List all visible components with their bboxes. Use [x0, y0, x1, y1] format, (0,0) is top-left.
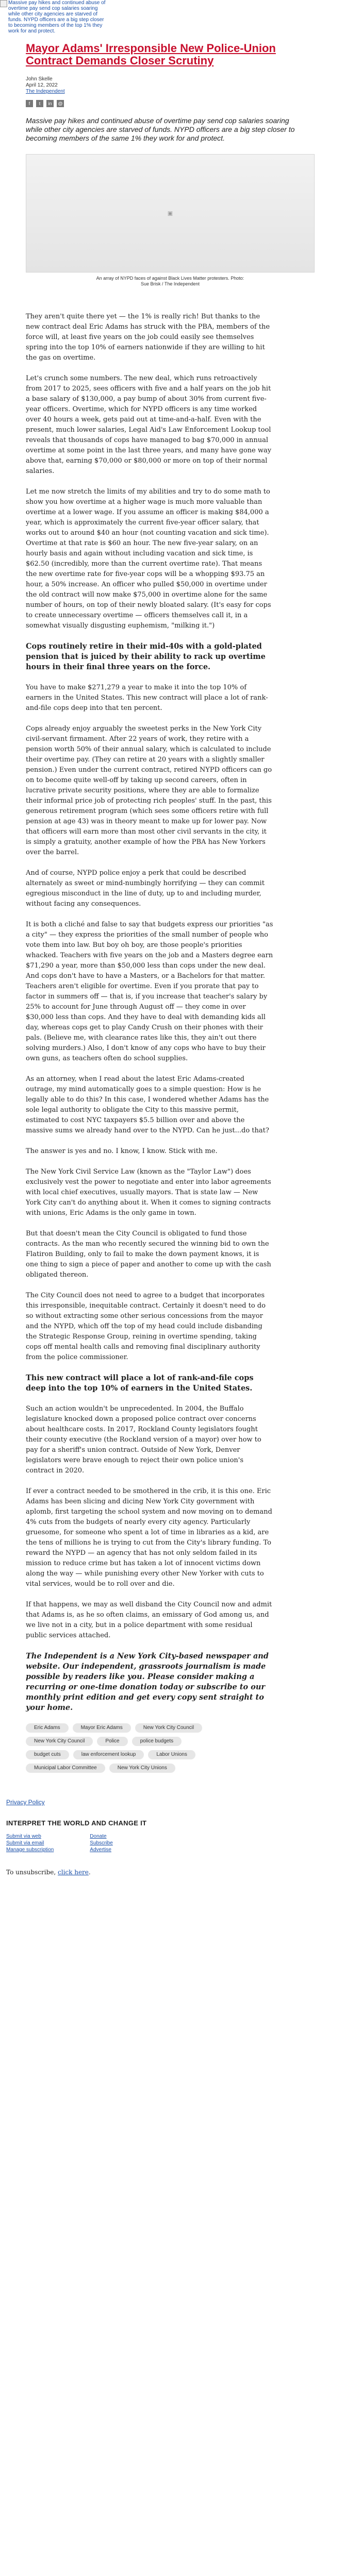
footer-column-submit: [6, 1833, 54, 1853]
paragraph: The City Council does not need to agree to a budget that incorporates this irresponsible, inequitable contract. Certainly it doesn't need to do so without extracting some other serious concessions from the mayor and the NYPD, which off the top of my head could include disbanding the Strategic Response Group, reining in overtime spending, taking cops off mental health calls and removing final disciplinary authority from the police commissioner.: [26, 1292, 266, 1361]
photo-caption: An array of NYPD faces of against Black Lives Matter protesters. Photo: Sue Brisk / The Independent: [96, 276, 244, 286]
twitter-icon[interactable]: t: [36, 100, 43, 107]
photo-placeholder-icon: ▣: [167, 210, 173, 217]
tag-list: [26, 1723, 211, 1773]
paragraph: But that doesn't mean the City Council is obligated to fund those contracts. As the man who recently secured the winning bid to own the Flatiron Building, only to fail to make the down payment knows, it is one thing to sign a piece of paper and another to come up with the cash obligated thereon.: [26, 1230, 271, 1279]
publication-link[interactable]: The Independent: [26, 89, 65, 94]
tag[interactable]: Police: [97, 1737, 127, 1746]
paragraph: You have to make $271,279 a year to make it into the top 10% of earners in the United States. This new contract will place a lot of rank-and-file cops deep into that ten percent.: [26, 684, 268, 712]
submit-web-link[interactable]: Submit via web: [6, 1834, 41, 1839]
article-dek: Massive pay hikes and continued abuse of overtime pay send cop salaries soaring while other city agencies are starved of funds. NYPD officers are a big step closer to becoming members of the same 1% they work for and protect.: [26, 116, 295, 142]
footer-columns: [6, 1833, 315, 1853]
tag[interactable]: police budgets: [132, 1737, 182, 1746]
paragraph: The answer is yes and no. I know, I know. Stick with me.: [26, 1147, 218, 1155]
tag[interactable]: Labor Unions: [148, 1750, 195, 1759]
byline: [26, 76, 315, 95]
paragraph: As an attorney, when I read about the latest Eric Adams-created outrage, my mind automatically goes to a simple question: How is he legally able to do this? In this case, I wondered whether Adams has the sole legal authority to obligate the City to this massive permit, estimated to cost NYC taxpayers $5.5 billion over and above the massive sums we already hand over to the NYPD. Can he just...do that?: [26, 1075, 269, 1134]
subscribe-link[interactable]: Subscribe: [90, 1840, 113, 1846]
paragraph: Let me now stretch the limits of my abilities and try to do some math to show you how overtime at a higher wage is much more valuable than overtime at a lower wage. If you assume an officer is making $84,000 a year, which is approximately the current five-year officer salary, that works out to around $40 an hour (not counting vacation and sick time). Overtime at that rate is $60 an hour. The new five-year salary, on an hourly basis and again without including vacation and sick time, is $62.50 (incredibly, more than the current overtime rate). That means the new overtime rate for five-year cops will be a whopping $93.75 an hour, a 50% increase. An officer who pulled $50,000 in overtime under the old contract will now make $75,000 in overtime alone for the same number of hours, on top of their newly bloated salary. (It's easy for cops to create unnecessary overtime — officers themselves call it, in a somewhat visually disgusting euphemism, "milking it."): [26, 488, 271, 630]
unsubscribe-line: [6, 1869, 315, 1876]
publish-date: April 12, 2022: [26, 82, 58, 88]
article-title[interactable]: Mayor Adams' Irresponsible New Police-Union Contract Demands Closer Scrutiny: [26, 42, 276, 67]
author-name: John Skelle: [26, 76, 53, 82]
tag[interactable]: Municipal Labor Committee: [26, 1764, 105, 1773]
paragraph: Let's crunch some numbers. The new deal, which runs retroactively from 2017 to 2025, sees officers with five and a half years on the job hit a base salary of $130,000, a pay bump of about 30% from current five-year officers. Overtime, which for NYPD officers is any time worked over 40 hours a week, gets paid out at time-and-a-half. Even with the present, much lower salaries, Legal Aid's Law Enforcement Lookup tool reveals that thousands of cops have managed to bag $70,000 in annual overtime at some point in the last three years, and many have gone way above that, earning $70,000 or $80,000 or more on top of their normal salaries.: [26, 375, 272, 475]
share-buttons: [26, 100, 315, 107]
header-image-broken: [0, 0, 108, 34]
broken-image-icon: [0, 0, 7, 7]
footer: [6, 1819, 315, 1853]
article-body: [26, 312, 315, 1713]
email-icon[interactable]: @: [57, 100, 64, 107]
header-image-alt-text: Massive pay hikes and continued abuse of overtime pay send cop salaries soaring while other city agencies are starved of funds. NYPD officers are a big step closer to becoming members of the top 1% they work for and protect.: [8, 0, 106, 34]
article-container: [6, 0, 315, 1876]
paragraph: And of course, NYPD police enjoy a perk that could be described alternately as sweet or mind-numbingly horrifying — they can commit egregious misconduct in the line of duty, up to and including murder, without facing any consequences.: [26, 869, 265, 908]
tag[interactable]: Eric Adams: [26, 1723, 69, 1733]
paragraph: They aren't quite there yet — the 1% is really rich! But thanks to the new contract deal Eric Adams has struck with the PBA, members of the force will, at least five years on the job could easily see themselves spring into the top 10% of earners nationwide if they are willing to hit the gas on overtime.: [26, 313, 270, 362]
unsubscribe-prefix: To unsubscribe,: [6, 1869, 58, 1876]
paragraph: Cops already enjoy arguably the sweetest perks in the New York City civil-servant firmament. After 22 years of work, they retire with a pension worth 50% of their annual salary, which is calculated to include their overtime pay. (They can retire at 20 years with a slightly smaller pension.) Even under the current contract, retired NYPD officers can go on to become quite well-off by taking up second careers, often in lucrative private security positions, where they are able to formalize their informal price job of protecting rich peoples' stuff. In the past, this generous retirement program (which sees some officers retire with full pension at age 43) was in theory meant to make up for lower pay. Now that officers will earn more than most other civil servants in the city, it is simply a gratuity, another example of how the PBA has New Yorkers over the barrel.: [26, 725, 272, 856]
tag[interactable]: New York City Unions: [109, 1764, 175, 1773]
article-photo: [26, 154, 315, 273]
tag[interactable]: Mayor Eric Adams: [73, 1723, 131, 1733]
paragraph: It is both a cliché and false to say that budgets express our priorities "as a city" — they express the priorities of the small number of people who vote them into law. But boy oh boy, are those people's priorities whacked. Teachers with five years on the job and a Masters degree earn $71,290 a year, more than $50,000 less than cops under the new deal. And cops don't have to have a Masters, or a Bachelors for that matter. Teachers aren't eligible for overtime. Even if you prorate that pay to factor in summers off — that is, if you increase that teacher's salary by 25% to account for June through August off — they come in over $30,000 less than cops. And they have to deal with demanding kids all day, whereas cops get to play Candy Crush on their phones with their pals. (Believe me, with clearance rates like this, they ain't out there solving murders.) Also, I don't know of any cops who have to buy their own guns, as teachers often do school supplies.: [26, 921, 273, 1062]
tag[interactable]: budget cuts: [26, 1750, 69, 1759]
advertise-link[interactable]: Advertise: [90, 1847, 111, 1853]
donation-note: The Independent is a New York City-based newspaper and website. Our independent, grassroots journalism is made possible by readers like you. Please consider making a recurring or one-time donation today or subscribe to our monthly print edition and get every copy sent straight to your home.: [26, 1652, 269, 1712]
tag[interactable]: New York City Council: [26, 1737, 93, 1746]
paragraph: If ever a contract needed to be smothered in the crib, it is this one. Eric Adams has been slicing and dicing New York City government with aplomb, first targeting the school system and now moving on to demand 4% cuts from the budgets of nearly every city agency. Particularly gruesome, for someone who spent a lot of time in libraries as a kid, are the tens of millions he is trying to cut from the City's library funding. To reward the NYPD — an agency that has not only seldom failed in its mission to reduce crime but has taken a lot of innocent victims down along the way — while punishing every other New Yorker with cuts to vital services, would be to roll over and die.: [26, 1487, 272, 1588]
privacy-section: [6, 1799, 315, 1806]
tag[interactable]: New York City Council: [135, 1723, 202, 1733]
footer-heading: INTERPRET THE WORLD AND CHANGE IT: [6, 1819, 147, 1827]
paragraph: If that happens, we may as well disband the City Council now and admit that Adams is, as he so often claims, an emissary of God among us, and we live not in a city, but in a police department with some residual public services attached.: [26, 1601, 272, 1639]
submit-email-link[interactable]: Submit via email: [6, 1840, 44, 1846]
facebook-icon[interactable]: f: [26, 100, 33, 107]
privacy-policy-link[interactable]: Privacy Policy: [6, 1799, 45, 1806]
manage-subscription-link[interactable]: Manage subscription: [6, 1847, 54, 1853]
unsubscribe-link[interactable]: click here: [58, 1869, 89, 1876]
donate-link[interactable]: Donate: [90, 1834, 107, 1839]
paragraph: Such an action wouldn't be unprecedented. In 2004, the Buffalo legislature knocked down a proposed police contract over concerns about healthcare costs. In 2017, Rockland County legislators fought their county executive (the Rockland version of a mayor) over how to pay for a sheriff's union contract. Outside of New York, Denver legislators were brave enough to reject their own police union's contract in 2020.: [26, 1405, 261, 1475]
unsubscribe-suffix: .: [88, 1869, 91, 1876]
tag[interactable]: law enforcement lookup: [73, 1750, 144, 1759]
linkedin-icon[interactable]: in: [46, 100, 54, 107]
pull-quote: This new contract will place a lot of rank-and-file cops deep into the top 10% of earners in the United States.: [26, 1374, 254, 1393]
footer-column-support: [90, 1833, 112, 1853]
pull-quote: Cops routinely retire in their mid-40s with a gold-plated pension that is juiced by their ability to rack up overtime hours in their final three years on the force.: [26, 642, 266, 671]
paragraph: The New York Civil Service Law (known as the "Taylor Law") does exclusively vest the power to negotiate and enter into labor agreements with local chief executives, usually mayors. That is state law — New York City can't do anything about it. When it comes to signing contracts with unions, Eric Adams is the only game in town.: [26, 1168, 271, 1217]
